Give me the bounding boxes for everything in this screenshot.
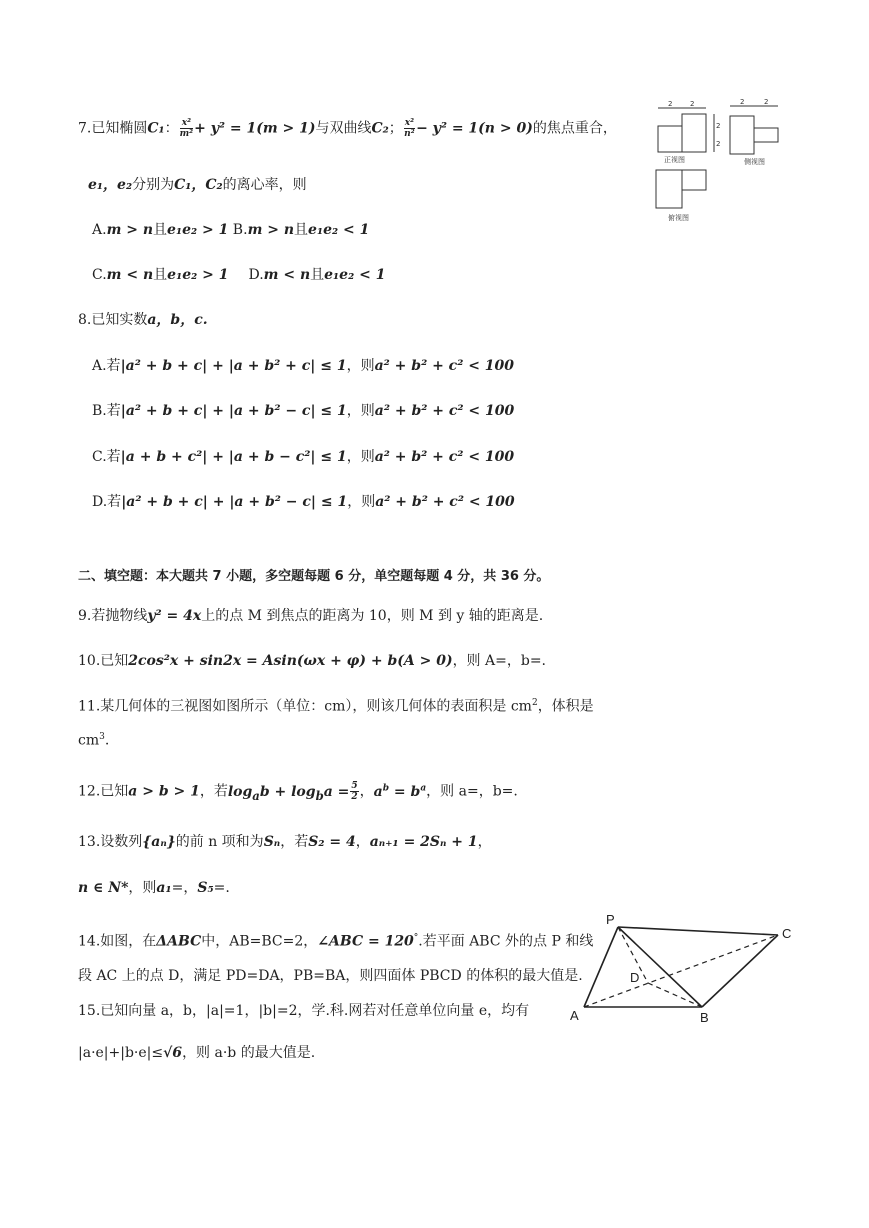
q7-e-vars: e₁，e₂ <box>88 177 133 193</box>
q15-line2-post: ，则 a·b 的最大值是. <box>182 1045 316 1061</box>
q9-post: 上的点 M 到焦点的距离为 10，则 M 到 y 轴的距离是. <box>201 608 544 624</box>
q7-option-d-e: e₁e₂ < 1 <box>324 267 386 283</box>
q8-b-expr: |a² + b + c| + |a + b² − c| ≤ 1 <box>120 403 347 419</box>
front-dim-2d: 2 <box>716 140 721 148</box>
q9-pre: 9.若抛物线 <box>78 608 148 624</box>
label-B: B <box>700 1010 709 1025</box>
q12-frac-num: 5 <box>351 781 358 792</box>
q7-line2 <box>88 175 307 195</box>
q14-pre: 14.如图，在 <box>78 933 157 950</box>
q7-option-b-e: e₁e₂ < 1 <box>308 222 370 238</box>
q13-line2-mid: ，则 <box>128 880 157 896</box>
q10-line <box>78 651 546 671</box>
edge-PC <box>618 927 778 935</box>
q15-line2 <box>78 1043 315 1063</box>
q7-option-a-and: 且 <box>153 222 168 238</box>
q11-line1 <box>78 693 594 717</box>
q13-line2-expr: n ∈ N* <box>78 880 129 896</box>
q7-c2: C₂ <box>371 120 389 137</box>
q8-stem <box>78 310 208 330</box>
front-dim-2b: 2 <box>690 100 695 108</box>
q14-post: .若平面 ABC 外的点 P 和线 <box>418 933 594 950</box>
q8-option-b <box>92 401 514 421</box>
q10-expr: 2cos²x + sin2x = Asin(ωx + φ) + b(A > 0) <box>128 653 453 669</box>
q11-line2-post: . <box>104 732 110 749</box>
q8-a-res: a² + b² + c² < 100 <box>374 358 515 374</box>
q7-line1 <box>78 118 617 139</box>
side-dim-2f: 2 <box>764 98 769 106</box>
q14-line1 <box>78 928 593 952</box>
q7-ellipse-frac-num: x² <box>180 118 193 129</box>
q7-hyper-rest: − y² = 1(n > 0) <box>416 120 533 137</box>
front-dim-2a: 2 <box>668 100 673 108</box>
q12-post: ，则 a=，b=. <box>426 783 518 800</box>
q15-line2-pre: |a·e|+|b·e|≤ <box>78 1045 164 1061</box>
q14-expr1: ΔABC <box>156 933 202 950</box>
q7-option-b-m: m > n <box>247 222 295 238</box>
q7-option-a-m: m > n <box>106 222 154 238</box>
q12-log1: log <box>227 783 253 800</box>
q13-expr3: S₂ = 4 <box>308 834 356 850</box>
edge-DB-dashed <box>648 983 702 1007</box>
q14-expr2: ∠ABC = 120 <box>317 933 414 950</box>
q9-expr: y² = 4x <box>147 608 202 624</box>
q7-colon2: ； <box>388 120 403 137</box>
q9-line <box>78 606 543 626</box>
q12-log-eq: a = <box>323 783 350 800</box>
q7-hyper-frac-num: x² <box>404 118 415 128</box>
q14-mid1: 中，AB=BC=2， <box>201 933 318 950</box>
q8-d-res: a² + b² + c² < 100 <box>375 494 515 510</box>
q11-line2-text: cm <box>78 732 100 749</box>
q12-pre: 12.已知 <box>78 783 129 800</box>
top-view-right-rect <box>682 170 706 190</box>
q8-a-mid: ，则 <box>346 358 375 374</box>
side-dim-2e: 2 <box>740 98 745 106</box>
q7-line2-post: 的离心率，则 <box>222 177 307 193</box>
q8-d-mid: ，则 <box>347 494 376 510</box>
q8-b-pre: B.若 <box>92 403 121 419</box>
edge-CB <box>702 935 778 1007</box>
q8-a-expr: |a² + b + c| + |a + b² + c| ≤ 1 <box>120 358 347 374</box>
q13-pre: 13.设数列 <box>78 834 143 850</box>
q13-expr2: Sₙ <box>263 834 281 850</box>
front-view-left-rect <box>658 126 682 152</box>
q7-option-d-label: D. <box>248 267 264 283</box>
q13-line2-post: =. <box>213 880 230 896</box>
q13-line2 <box>78 878 230 898</box>
q7-options-cd <box>92 265 385 285</box>
q14-expr2-sup: ° <box>413 933 419 943</box>
q7-ellipse-rest: + y² = 1(m > 1) <box>194 120 316 137</box>
q8-d-expr: |a² + b + c| + |a + b² − c| ≤ 1 <box>121 494 348 510</box>
q15-line1: 15.已知向量 a，b，|a|=1，|b|=2，学.科.网若对任意单位向量 e，均有 <box>78 1003 530 1019</box>
q11-line1-pre: 11.某几何体的三视图如图所示（单位：cm），则该几何体的表面积是 cm <box>78 698 532 715</box>
top-view-label: 俯视图 <box>668 214 689 222</box>
q12-log1-base: a <box>252 788 260 803</box>
q12-mid2: ， <box>359 783 374 800</box>
q10-post: ，则 A=，b=. <box>452 653 546 669</box>
section2-heading: 二、填空题：本大题共 7 小题，多空题每题 6 分，单空题每题 4 分，共 36 分。 <box>78 569 550 584</box>
q8-stem-vars: a，b，c. <box>147 312 208 328</box>
label-C: C <box>782 926 792 941</box>
q12-frac <box>350 781 358 802</box>
q7-ellipse-frac <box>180 118 193 139</box>
label-P: P <box>606 912 615 927</box>
q12-mid1: ，若 <box>199 783 228 800</box>
q13-mid1: 的前 n 项和为 <box>175 834 264 850</box>
edge-AC-dashed <box>584 935 778 1007</box>
q7-post-text: 的焦点重合， <box>532 120 617 137</box>
q13-line2-a1: a₁ <box>156 880 172 896</box>
edge-PB <box>618 927 702 1007</box>
edge-AP <box>584 927 618 1007</box>
q13-mid2: ，若 <box>280 834 309 850</box>
label-A: A <box>570 1008 579 1023</box>
q11-line1-sup: 2 <box>531 698 538 708</box>
q13-expr4: aₙ₊₁ = 2Sₙ + 1 <box>369 834 478 850</box>
q8-c-pre: C.若 <box>92 449 121 465</box>
q7-options-ab <box>92 220 369 240</box>
q7-stem-text: 7.已知椭圆 <box>78 120 148 137</box>
q8-a-pre: A.若 <box>92 358 121 374</box>
q7-option-c-m: m < n <box>106 267 154 283</box>
q8-b-mid: ，则 <box>346 403 375 419</box>
q8-c-res: a² + b² + c² < 100 <box>374 449 515 465</box>
side-view-right-rect <box>754 128 778 142</box>
q12-pow-a-exp: b <box>382 783 390 793</box>
q7-line2-mid: 分别为 <box>132 177 175 193</box>
q12-log2-base: b <box>315 788 324 803</box>
q13-expr1: {aₙ} <box>142 834 176 850</box>
q12-line <box>78 778 518 805</box>
q12-log-expr <box>227 783 350 803</box>
q7-hyper-frac <box>404 118 415 139</box>
q7-c1: C₁ <box>147 120 165 137</box>
q7-option-d-m: m < n <box>263 267 311 283</box>
q15-line2-expr: √6 <box>163 1045 183 1061</box>
q10-pre: 10.已知 <box>78 653 129 669</box>
side-view-label: 侧视图 <box>744 158 765 166</box>
q7-c-vars: C₁，C₂ <box>174 177 223 193</box>
q7-option-c-label: C. <box>92 267 107 283</box>
q7-option-c-e: e₁e₂ > 1 <box>167 267 229 283</box>
side-view-left-rect <box>730 116 754 154</box>
front-dim-2c: 2 <box>716 122 721 130</box>
q8-c-expr: |a + b + c²| + |a + b − c²| ≤ 1 <box>120 449 347 465</box>
q13-line2-s5: S₅ <box>197 880 214 896</box>
q7-mid-text: 与双曲线 <box>315 120 372 137</box>
q11-line2-sup: 3 <box>99 732 105 742</box>
q12-pow-a: a <box>373 783 383 800</box>
q8-b-res: a² + b² + c² < 100 <box>374 403 515 419</box>
front-view-label: 正视图 <box>664 156 685 164</box>
label-D: D <box>630 970 640 985</box>
q11-line1-post: ，体积是 <box>537 698 594 715</box>
q8-option-a <box>92 356 514 376</box>
q12-frac-den: 2 <box>351 792 358 803</box>
q7-colon: ： <box>164 120 179 137</box>
q13-post: ， <box>477 834 492 850</box>
q13-line1 <box>78 832 492 852</box>
q7-option-c-and: 且 <box>153 267 168 283</box>
three-view-figure <box>652 98 792 228</box>
q14-line2: 段 AC 上的点 D，满足 PD=DA，PB=BA，则四面体 PBCD 的体积的最大值是. <box>78 968 583 984</box>
q12-log2: b + log <box>259 783 316 800</box>
q12-pow-b: = b <box>389 783 421 800</box>
q7-option-b-label: B. <box>228 222 248 238</box>
q8-option-c <box>92 447 514 467</box>
front-view-right-rect <box>682 114 706 152</box>
q7-hyper-frac-den: n² <box>404 129 415 139</box>
q12-power-expr <box>374 784 427 800</box>
q7-option-d-and: 且 <box>310 267 325 283</box>
top-view-left-rect <box>656 170 682 208</box>
q8-stem-text: 8.已知实数 <box>78 312 148 328</box>
q13-line2-mid2: =， <box>171 880 198 896</box>
tetrahedron-figure <box>562 910 802 1025</box>
q8-d-pre: D.若 <box>92 494 122 510</box>
q13-mid3: ， <box>355 834 370 850</box>
q7-option-a-e: e₁e₂ > 1 <box>167 222 229 238</box>
q11-line2 <box>78 727 109 751</box>
q12-expr1: a > b > 1 <box>128 783 200 800</box>
q7-option-b-and: 且 <box>294 222 309 238</box>
q7-option-a-label: A. <box>92 222 107 238</box>
q8-option-d <box>92 492 515 512</box>
q7-ellipse-frac-den: m² <box>179 129 194 139</box>
q8-c-mid: ，则 <box>346 449 375 465</box>
q12-pow-b-exp: a <box>420 783 427 793</box>
